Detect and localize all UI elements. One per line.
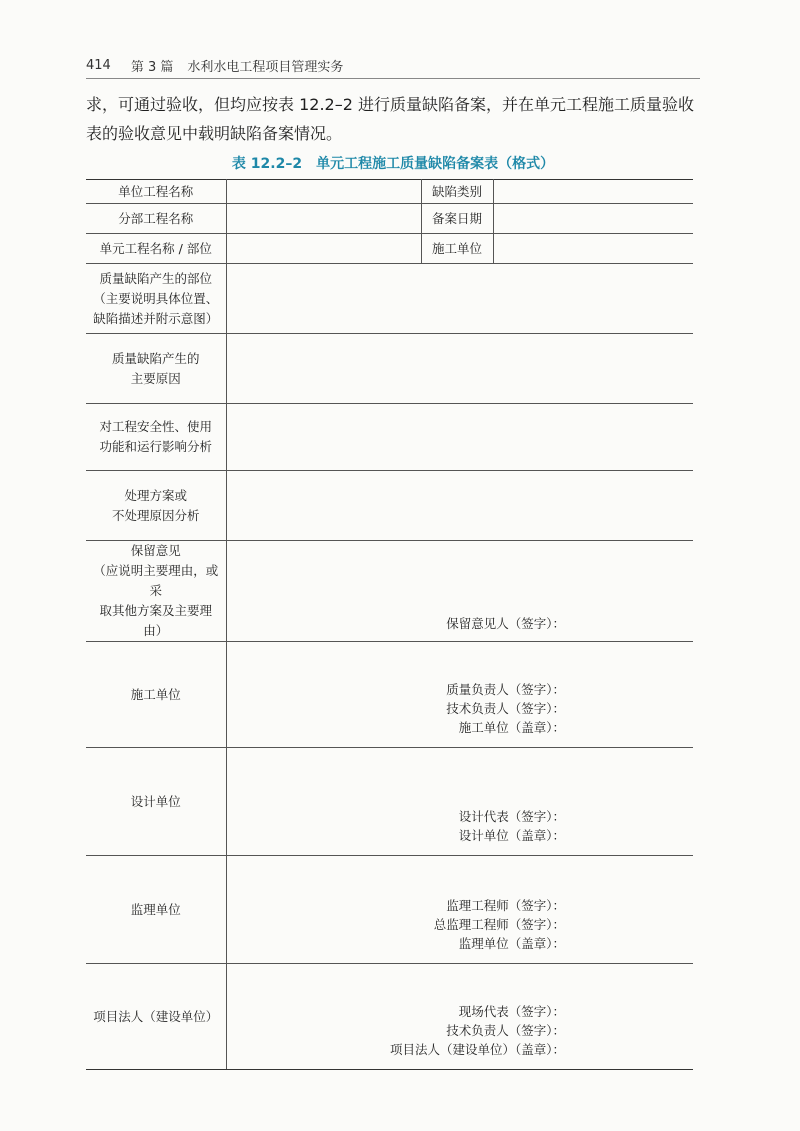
label-line: 缺陷描述并附示意图） [93, 310, 219, 326]
label-line: 处理方案或 [124, 487, 187, 503]
table-row [86, 234, 693, 264]
unit-project-name-field [226, 180, 421, 204]
label-line: 取其他方案及主要理由） [99, 603, 212, 638]
record-date-field [493, 204, 693, 234]
reserved-opinion-label [86, 541, 226, 642]
treatment-plan-label [86, 471, 226, 541]
table-caption [86, 153, 700, 173]
signature-line: 技术负责人（签字）： [446, 1023, 565, 1038]
signature-line: 设计单位（盖章）： [458, 828, 565, 843]
element-project-field [226, 234, 421, 264]
book-title: 水利水电工程项目管理实务 [187, 60, 344, 75]
sub-project-name-label: 分部工程名称 [86, 204, 226, 234]
label-line: 质量缺陷产生的 [111, 350, 200, 366]
table-row [86, 471, 693, 541]
design-unit-label: 设计单位 [86, 748, 226, 856]
table-row [86, 180, 693, 204]
project-owner-label: 项目法人（建设单位） [86, 964, 226, 1070]
label-line: （主要说明具体位置、 [93, 290, 219, 306]
label-line: （应说明主要理由，或采 [93, 563, 219, 598]
contractor-signature-field [226, 642, 693, 748]
design-signature-field [226, 748, 693, 856]
label-line: 保留意见 [130, 543, 181, 558]
signature-line: 总监理工程师（签字）： [433, 917, 565, 932]
supervision-signature-field [226, 856, 693, 964]
header-rule [86, 78, 700, 79]
running-header [86, 56, 700, 75]
paragraph-line: 求，可通过验收，但均应按表 12.2–2 进行质量缺陷备案，并在单元工程施工质量验收 [86, 95, 694, 114]
table-title: 单元工程施工质量缺陷备案表（格式） [316, 156, 555, 172]
unit-project-name-label: 单位工程名称 [86, 180, 226, 204]
table-row [86, 264, 693, 334]
table-row [86, 642, 693, 748]
part-label: 第 3 篇 [130, 60, 174, 75]
signature-line: 监理单位（盖章）： [458, 936, 565, 951]
signature-line: 保留意见人（签字）： [446, 616, 565, 631]
table-row [86, 856, 693, 964]
defect-location-label [86, 264, 226, 334]
table-number: 表 12.2–2 [231, 156, 303, 172]
sub-project-name-field [226, 204, 421, 234]
label-line: 主要原因 [130, 370, 181, 386]
signature-line: 技术负责人（签字）： [446, 701, 565, 716]
page-number: 414 [86, 58, 111, 73]
treatment-plan-field [226, 471, 693, 541]
table-row [86, 334, 693, 404]
defect-category-label: 缺陷类别 [421, 180, 493, 204]
supervision-unit-label: 监理单位 [86, 856, 226, 964]
impact-analysis-field [226, 404, 693, 471]
contractor-unit-label: 施工单位 [86, 642, 226, 748]
record-date-label: 备案日期 [421, 204, 493, 234]
contractor-label: 施工单位 [421, 234, 493, 264]
signature-line: 现场代表（签字）： [458, 1004, 565, 1019]
table-row [86, 541, 693, 642]
defect-location-field [226, 264, 693, 334]
impact-analysis-label [86, 404, 226, 471]
signature-line: 项目法人（建设单位）（盖章）： [389, 1042, 565, 1057]
label-line: 不处理原因分析 [111, 507, 200, 523]
label-line: 对工程安全性、使用 [99, 419, 212, 434]
signature-line: 设计代表（签字）： [458, 809, 565, 824]
label-line: 质量缺陷产生的部位 [99, 270, 212, 286]
table-row [86, 204, 693, 234]
defect-category-field [493, 180, 693, 204]
element-project-label: 单元工程名称 / 部位 [86, 234, 226, 264]
table-row [86, 964, 693, 1070]
project-owner-signature-field [226, 964, 693, 1070]
defect-record-table [86, 179, 693, 1070]
reserved-opinion-field [226, 541, 693, 642]
defect-cause-label [86, 334, 226, 404]
table-row [86, 404, 693, 471]
defect-cause-field [226, 334, 693, 404]
contractor-field [493, 234, 693, 264]
signature-line: 质量负责人（签字）： [446, 682, 565, 697]
body-paragraph [86, 90, 706, 148]
label-line: 功能和运行影响分析 [99, 439, 212, 454]
signature-line: 监理工程师（签字）： [446, 898, 565, 913]
signature-line: 施工单位（盖章）： [458, 720, 565, 735]
paragraph-line: 表的验收意见中载明缺陷备案情况。 [86, 124, 343, 143]
table-row [86, 748, 693, 856]
